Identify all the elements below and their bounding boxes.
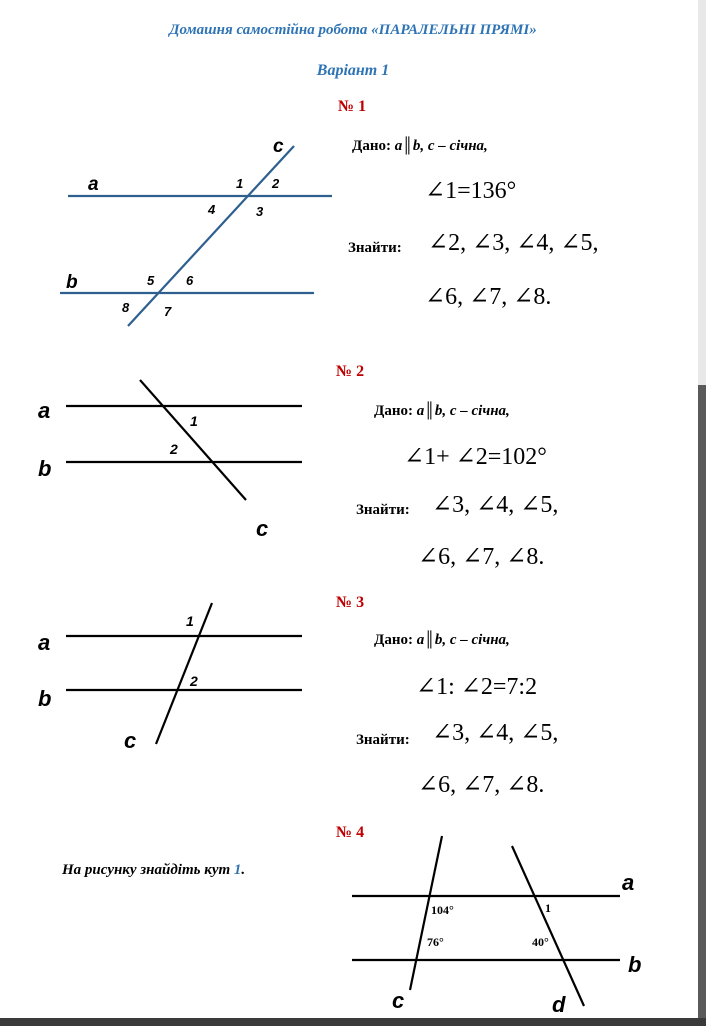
fig1-angle-8: 8 <box>122 300 130 315</box>
task1-number: № 1 <box>338 98 367 115</box>
figure-4 <box>352 836 620 1006</box>
fig4-angle-76: 76° <box>427 935 444 949</box>
fig1-label-c: c <box>273 136 284 157</box>
fig3-label-b: b <box>38 686 52 711</box>
task2-given-a: a <box>416 403 425 419</box>
fig2-label-c: c <box>256 516 269 541</box>
variant-heading: Варіант 1 <box>316 62 390 79</box>
task3-given-label: Дано: <box>374 632 413 648</box>
fig1-angle-4: 4 <box>208 202 216 217</box>
fig4-angle-1: 1 <box>545 901 551 915</box>
fig3-label-a: a <box>38 630 51 655</box>
fig2-line-c <box>140 380 246 500</box>
task1-given-a: a <box>394 138 403 154</box>
fig1-angle-3: 3 <box>256 204 264 219</box>
task2-condition: ∠1+ ∠2=102° <box>404 444 547 470</box>
task4-number: № 4 <box>336 824 365 841</box>
fig3-line-c <box>156 603 212 744</box>
fig3-angle-1: 1 <box>186 613 194 629</box>
fig1-label-b: b <box>66 272 78 293</box>
task3-find-line2: ∠6, ∠7, ∠8. <box>418 772 545 798</box>
task3-condition: ∠1: ∠2=7:2 <box>416 674 538 700</box>
task2-find-line1: ∠3, ∠4, ∠5, <box>432 492 559 518</box>
fig1-angle-7: 7 <box>164 304 172 319</box>
task4-prompt-text: На рисунку знайдіть кут <box>62 862 231 878</box>
task1-find-line2: ∠6, ∠7, ∠8. <box>425 284 552 310</box>
fig4-angle-40: 40° <box>532 935 549 949</box>
figure-2 <box>66 380 302 500</box>
fig4-label-a: a <box>622 870 635 895</box>
fig3-angle-2: 2 <box>190 673 198 689</box>
task1-find-label: Знайти: <box>348 240 402 256</box>
task2-given-b: b, <box>434 403 447 419</box>
fig2-angle-1: 1 <box>190 413 198 429</box>
task1-find-line1: ∠2, ∠3, ∠4, ∠5, <box>428 230 599 256</box>
fig2-label-a: a <box>38 398 51 423</box>
task3-given-a: a <box>416 632 425 648</box>
task2-number: № 2 <box>336 363 365 380</box>
task1-given-rest: c – січна, <box>427 138 488 154</box>
fig4-line-d <box>512 846 584 1006</box>
page-title: Домашня самостійна робота «ПАРАЛЕЛЬНІ ПРЯМІ» <box>169 22 537 38</box>
fig1-angle-2: 2 <box>272 176 280 191</box>
fig1-line-c <box>128 146 294 326</box>
task2-given-rest: c – січна, <box>449 403 510 419</box>
fig4-label-c: c <box>392 988 405 1013</box>
task1-given-label: Дано: <box>352 138 391 154</box>
fig4-angle-104: 104° <box>431 903 454 917</box>
task4-prompt-angle: 1 <box>233 862 242 878</box>
fig1-angle-5: 5 <box>147 273 155 288</box>
task1-parallel: ║ <box>402 138 413 154</box>
task2-find-line2: ∠6, ∠7, ∠8. <box>418 544 545 570</box>
task3-number: № 3 <box>336 594 365 611</box>
task3-find-label: Знайти: <box>356 732 410 748</box>
fig1-angle-6: 6 <box>186 273 194 288</box>
task3-given-b: b, <box>434 632 447 648</box>
task3-find-line1: ∠3, ∠4, ∠5, <box>432 720 559 746</box>
task3-parallel: ║ <box>424 632 435 648</box>
task1-condition: ∠1=136° <box>425 178 517 204</box>
fig1-label-a: a <box>88 174 99 195</box>
fig1-angle-1: 1 <box>236 176 244 191</box>
figure-1 <box>60 146 332 326</box>
fig3-label-c: c <box>124 728 137 753</box>
figure-3 <box>66 603 302 744</box>
task1-given-b: b, <box>412 138 425 154</box>
fig4-label-d: d <box>552 992 566 1017</box>
task2-given-label: Дано: <box>374 403 413 419</box>
task3-given-rest: c – січна, <box>449 632 510 648</box>
fig2-label-b: b <box>38 456 52 481</box>
task4-prompt-end: . <box>241 862 246 878</box>
fig2-angle-2: 2 <box>170 441 178 457</box>
task2-find-label: Знайти: <box>356 502 410 518</box>
task2-parallel: ║ <box>424 403 435 419</box>
fig4-label-b: b <box>628 952 642 977</box>
